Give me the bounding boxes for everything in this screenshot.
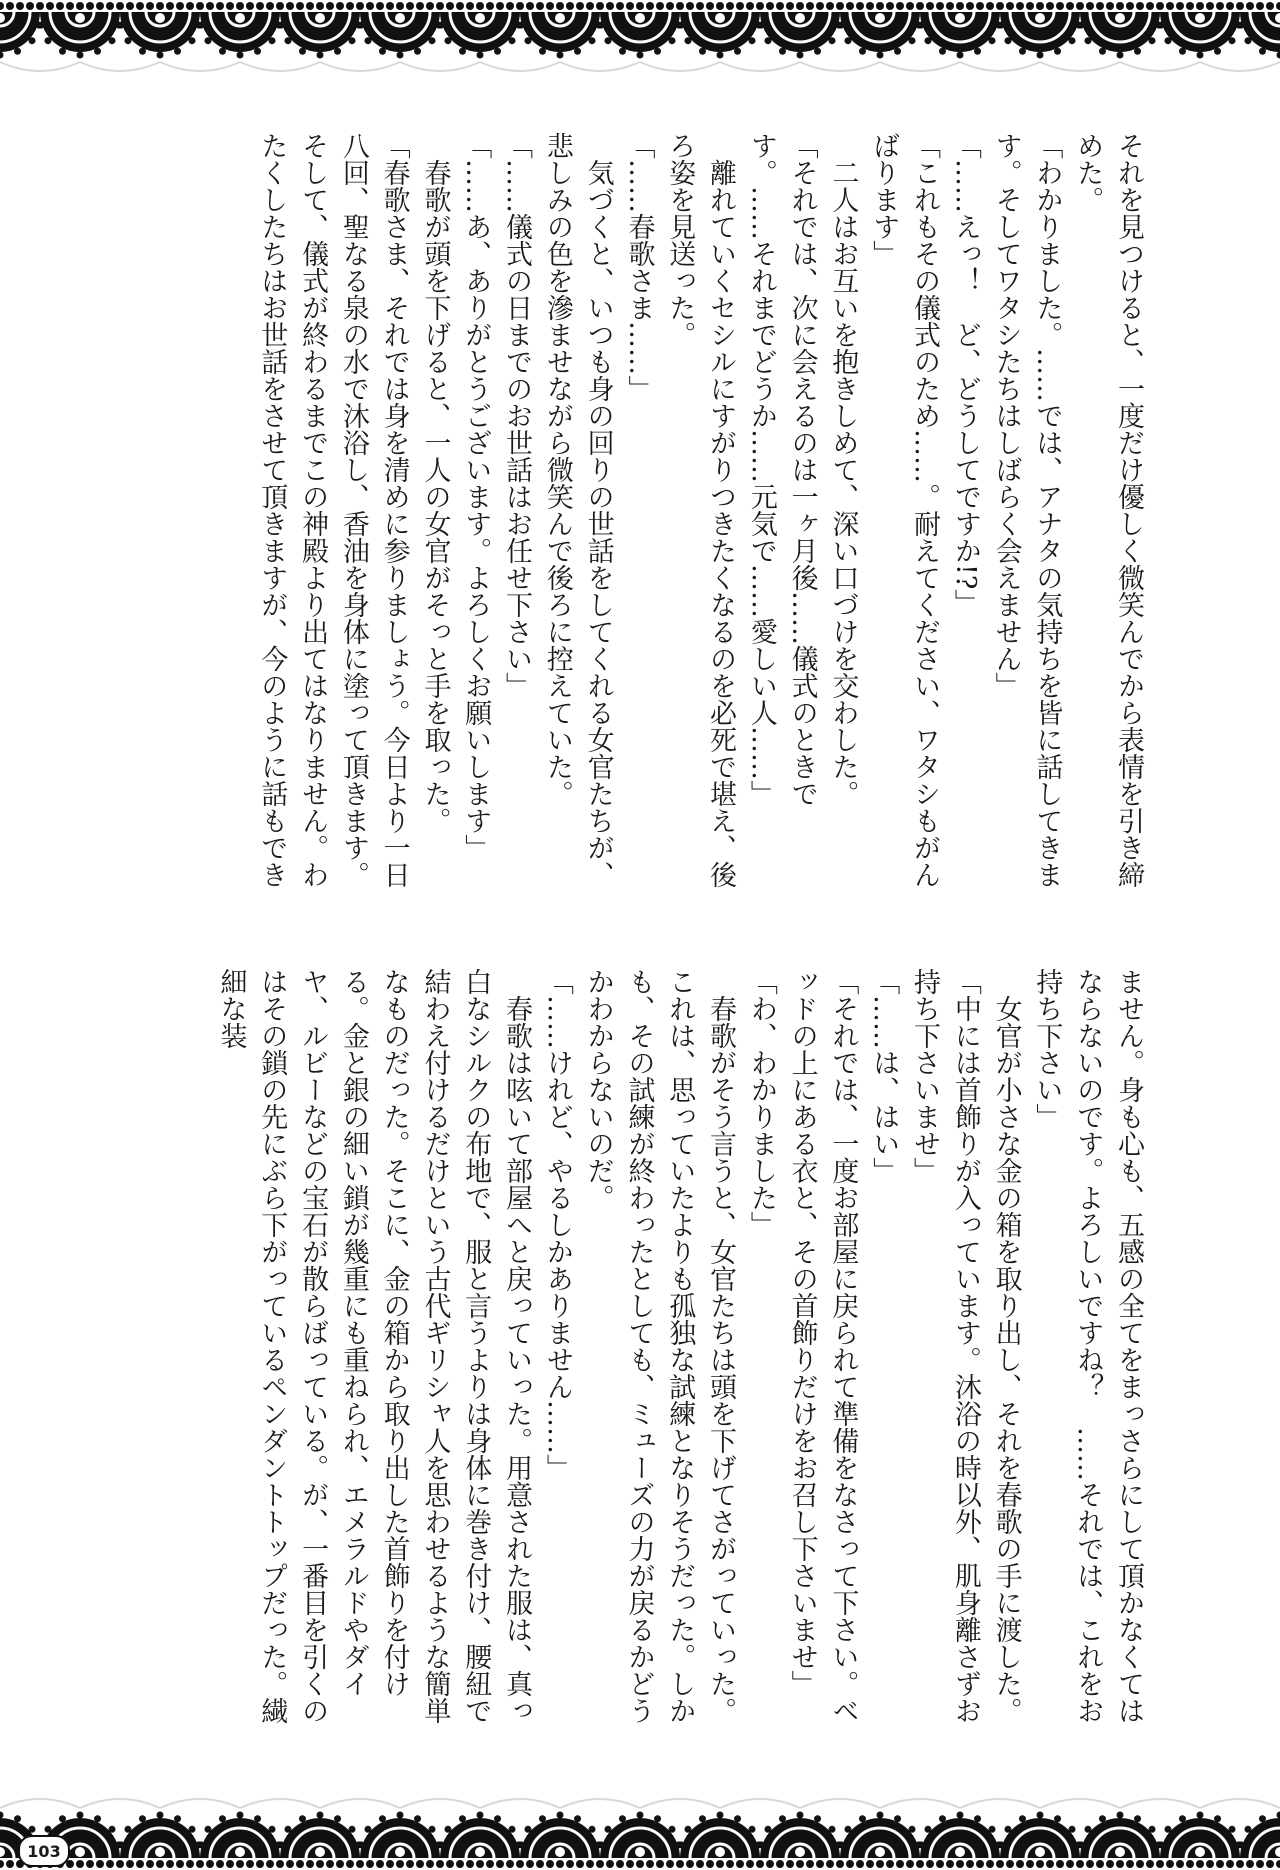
paragraph: 気づくと、いつも身の回りの世話をしてくれる女官たちが、悲しみの色を滲ませながら微笑んで後ろに控えていた。 [536, 132, 618, 892]
paragraph: 「それでは、次に会えるのは一ヶ月後……儀式のときです。……それまでどうか……元気で……愛しい人……」 [740, 132, 822, 892]
paragraph: 「中には首飾りが入っています。沐浴の時以外、肌身離さずお持ち下さいませ」 [903, 968, 985, 1728]
paragraph: 春歌がそう言うと、女官たちは頭を下げてさがっていった。これは、思っていたよりも孤独な試練となりそうだった。しかも、その試練が終わったとしても、ミューズの力が戻るかどうかわからないのだ。 [577, 968, 740, 1728]
page-number: 103 [18, 1835, 70, 1867]
top-lace-border [0, 0, 1280, 130]
paragraph: 「……儀式の日までのお世話はお任せ下さい」 [495, 132, 536, 892]
upper-text-block [128, 132, 1148, 892]
paragraph: 二人はお互いを抱きしめて、深い口づけを交わした。 [822, 132, 863, 892]
paragraph: 離れていくセシルにすがりつきたくなるのを必死で堪え、後ろ姿を見送った。 [658, 132, 740, 892]
paragraph: 春歌が頭を下げると、一人の女官がそっと手を取った。 [414, 132, 455, 892]
paragraph: 春歌は呟いて部屋へと戻っていった。用意された服は、真っ白なシルクの布地で、服と言うよりは身体に巻き付け、腰紐で結わえ付けるだけという古代ギリシャ人を思わせるような簡単なものだった。そこに、金の箱から取り出した首飾りを付ける。金と銀の細い鎖が幾重にも重ねられ、エメラルドやダイヤ、ルビーなどの宝石が散らばっている。が、一番目を引くのはその鎖の先にぶら下がっているペンダントトップだった。繊細な装 [210, 968, 536, 1728]
paragraph: 「……は、はい」 [862, 968, 903, 1728]
lower-text-block [128, 968, 1148, 1728]
paragraph: 「……あ、ありがとうございます。よろしくお願いします」 [454, 132, 495, 892]
bottom-lace-border [0, 1740, 1280, 1870]
paragraph: 「……春歌さま……」 [618, 132, 659, 892]
paragraph: それを見つけると、一度だけ優しく微笑んでから表情を引き締めた。 [1066, 132, 1148, 892]
paragraph: 「それでは、一度お部屋に戻られて準備をなさって下さい。ベッドの上にある衣と、その首飾りだけをお召し下さいませ」 [781, 968, 863, 1728]
paragraph: 「わ、わかりました」 [740, 968, 781, 1728]
paragraph: 「……えっ！ ど、どうしてですか!?」 [944, 132, 985, 892]
paragraph: 女官が小さな金の箱を取り出し、それを春歌の手に渡した。 [985, 968, 1026, 1728]
paragraph: 「春歌さま、それでは身を清めに参りましょう。今日より一日八回、聖なる泉の水で沐浴し、香油を身体に塗って頂きます。そして、儀式が終わるまでこの神殿より出てはなりません。わたくしたちはお世話をさせて頂きますが、今のように話もでき [250, 132, 413, 892]
paragraph: 「これもその儀式のため……。耐えてください、ワタシもがんばります」 [862, 132, 944, 892]
paragraph: 「わかりました。……では、アナタの気持ちを皆に話してきます。そしてワタシたちはしばらく会えません」 [985, 132, 1067, 892]
paragraph: ません。身も心も、五感の全てをまっさらにして頂かなくてはならないのです。よろしいですね？ ……それでは、これをお持ち下さい」 [1026, 968, 1148, 1728]
paragraph: 「……けれど、やるしかありません……」 [536, 968, 577, 1728]
